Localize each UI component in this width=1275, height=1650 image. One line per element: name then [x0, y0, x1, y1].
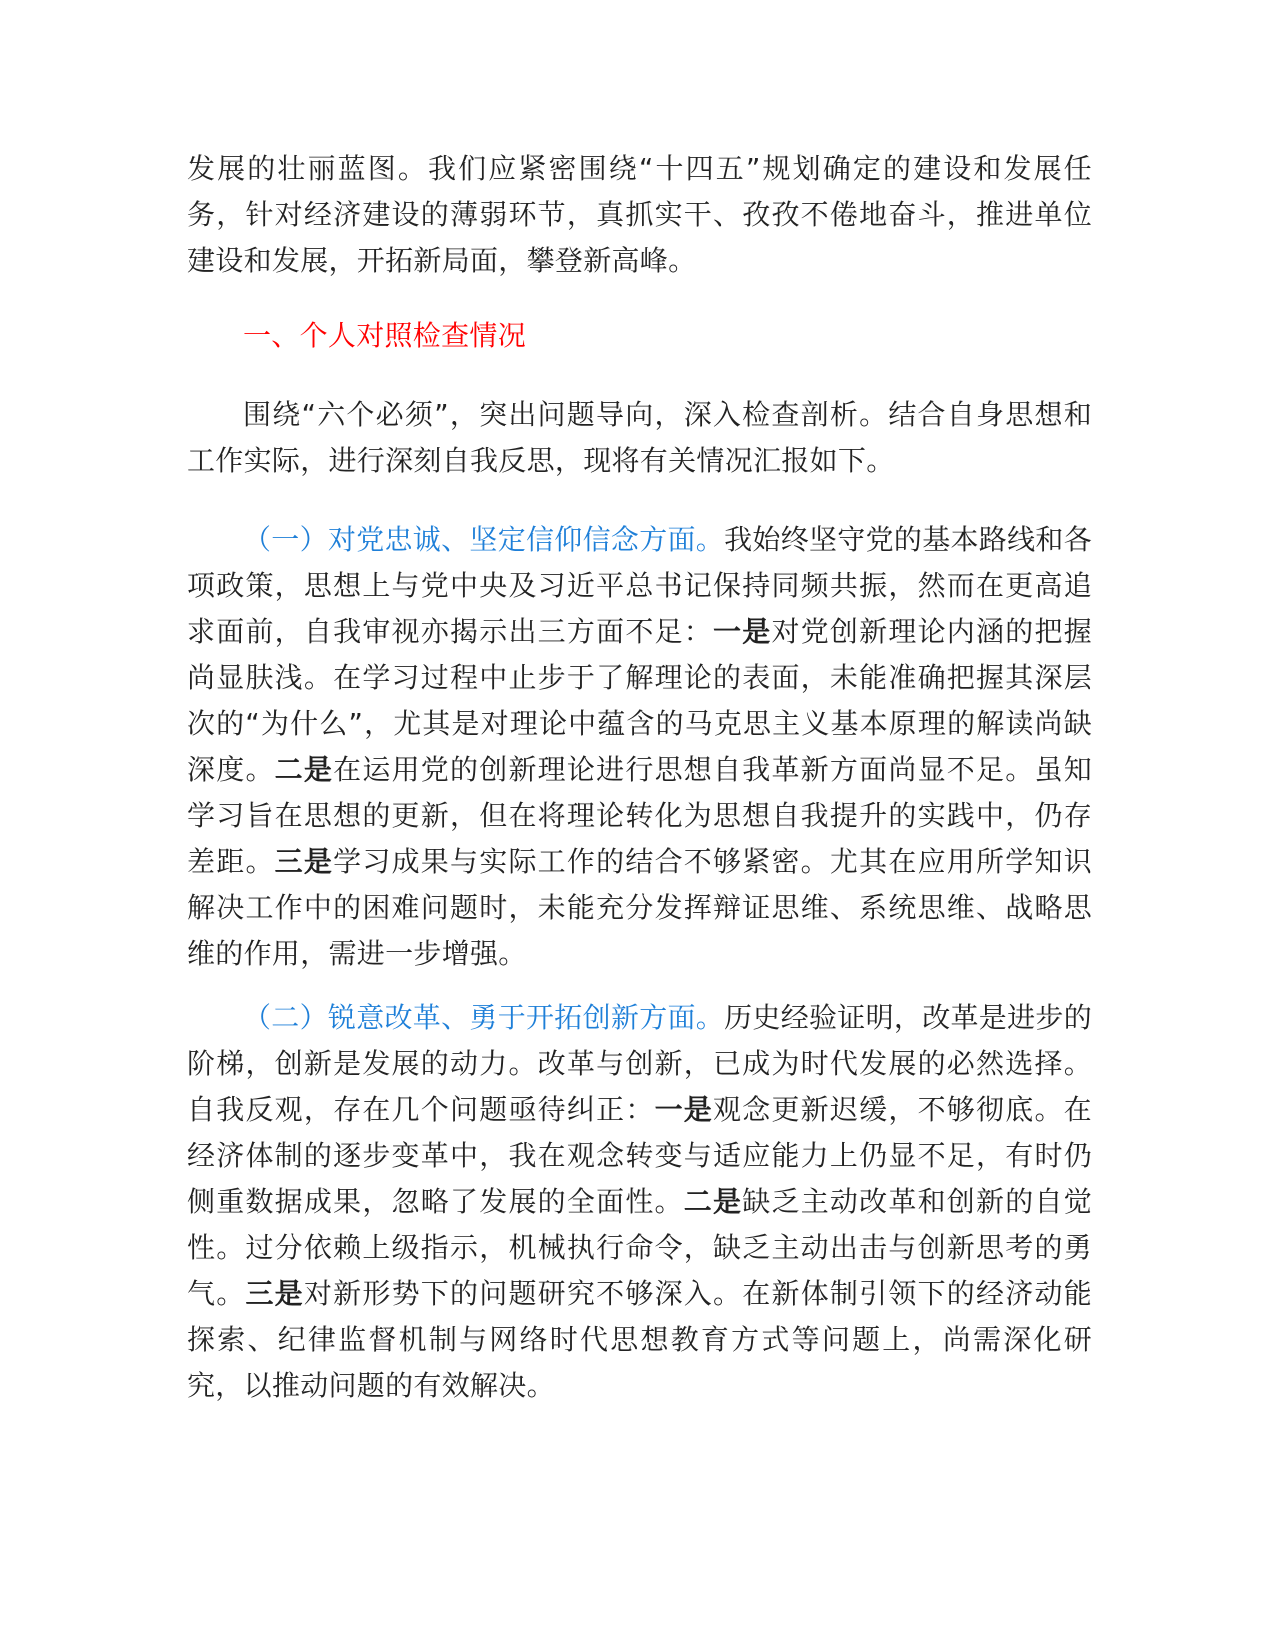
loyalty-intro-text: 我始终坚守党的基本路线和各项政策，思想上与党中央及习近平总书记保持同频共振，然而在更高追求面前，自我审视亦揭示出三方面不足：: [187, 523, 1093, 648]
section-heading-personal-review: 一、个人对照检查情况: [243, 319, 527, 352]
intro-paragraph: 发展的壮丽蓝图。我们应紧密围绕“十四五”规划确定的建设和发展任务，针对经济建设的薄弱环节，真抓实干、孜孜不倦地奋斗，推进单位建设和发展，开拓新局面，攀登新高峰。: [187, 152, 1092, 277]
subsection-heading-loyalty: （一）对党忠诚、坚定信仰信念方面。: [243, 523, 725, 556]
overview-paragraph: 围绕“六个必须”，突出问题导向，深入检查剖析。结合自身思想和工作实际，进行深刻自我反思，现将有关情况汇报如下。: [187, 398, 1092, 477]
reform-intro-text: 历史经验证明，改革是进步的阶梯，创新是发展的动力。改革与创新，已成为时代发展的必然选择。自我反观，存在几个问题亟待纠正：: [187, 1001, 1093, 1126]
reform-point3-text: 对新形势下的问题研究不够深入。在新体制引领下的经济动能探索、纪律监督机制与网络时代思想教育方式等问题上，尚需深化研究，以推动问题的有效解决。: [187, 1277, 1092, 1402]
reform-point1-text: 观念更新迟缓，不够彻底。在经济体制的逐步变革中，我在观念转变与适应能力上仍显不足，有时仍侧重数据成果，忽略了发展的全面性。: [187, 1093, 1092, 1218]
loyalty-point1-text: 对党创新理论内涵的把握尚显肤浅。在学习过程中止步于了解理论的表面，未能准确把握其深层次的“为什么”，尤其是对理论中蕴含的马克思主义基本原理的解读尚缺深度。: [187, 615, 1092, 786]
reform-point3-label: 三是: [245, 1277, 304, 1310]
loyalty-point1-label: 一是: [713, 615, 772, 648]
loyalty-point2-label: 二是: [274, 753, 334, 786]
subsection-heading-reform: （二）锐意改革、勇于开拓创新方面。: [243, 1001, 725, 1034]
reform-point2-label: 二是: [683, 1185, 743, 1218]
reform-paragraph: [187, 995, 1092, 1409]
loyalty-paragraph: [187, 517, 1092, 977]
loyalty-point3-text: 学习成果与实际工作的结合不够紧密。尤其在应用所学知识解决工作中的困难问题时，未能充分发挥辩证思维、系统思维、战略思维的作用，需进一步增强。: [187, 845, 1092, 970]
loyalty-point3-label: 三是: [274, 845, 334, 878]
reform-point2-text: 缺乏主动改革和创新的自觉性。过分依赖上级指示，机械执行命令，缺乏主动出击与创新思考的勇气。: [187, 1185, 1092, 1310]
loyalty-point2-text: 在运用党的创新理论进行思想自我革新方面尚显不足。虽知学习旨在思想的更新，但在将理论转化为思想自我提升的实践中，仍存差距。: [187, 753, 1092, 878]
reform-point1-label: 一是: [654, 1093, 714, 1126]
